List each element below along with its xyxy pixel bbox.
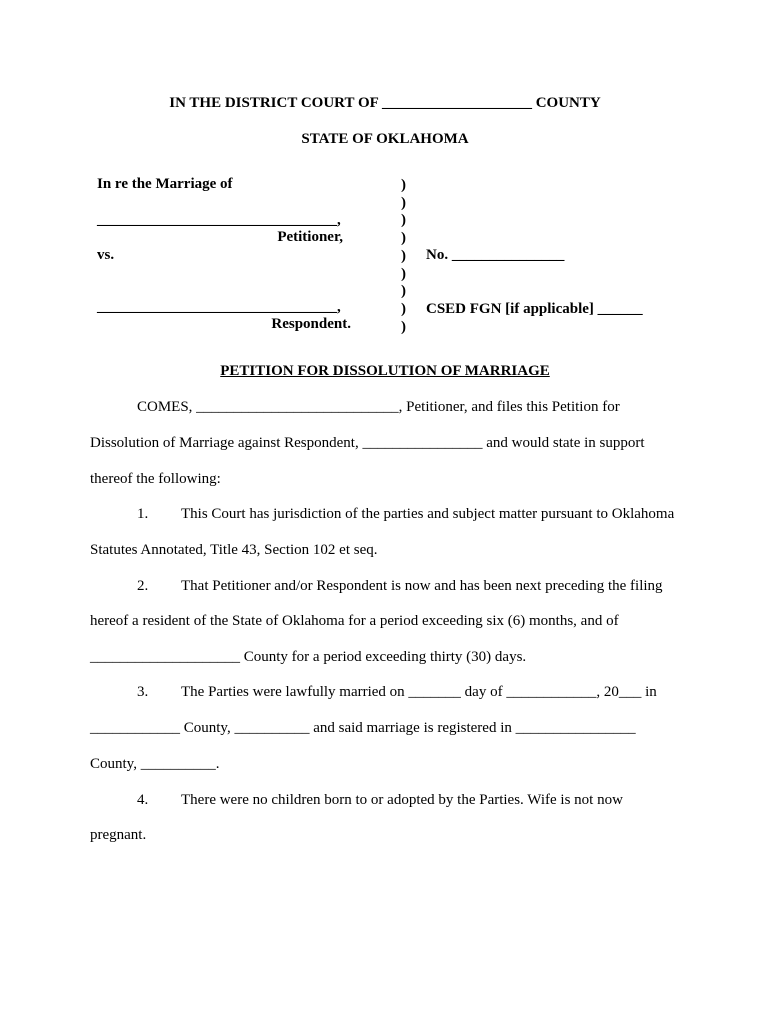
document-title: PETITION FOR DISSOLUTION OF MARRIAGE — [220, 363, 550, 379]
caption-paren: ) — [401, 301, 406, 317]
caption-paren: ) — [401, 177, 406, 193]
caption-paren: ) — [401, 195, 406, 211]
caption-paren: ) — [401, 319, 406, 335]
p4-line-2: pregnant. — [90, 827, 147, 843]
caption-paren: ) — [401, 248, 406, 264]
caption-paren: ) — [401, 230, 406, 246]
caption-paren: ) — [401, 212, 406, 228]
paragraph-number: 4. — [137, 792, 149, 808]
intro-line-2: Dissolution of Marriage against Respondent, ________________ and would state in support — [90, 435, 645, 451]
paragraph-number: 3. — [137, 684, 149, 700]
state-heading: STATE OF OKLAHOMA — [301, 131, 469, 147]
paragraph-number: 2. — [137, 578, 149, 594]
p3-line-3: County, __________. — [90, 756, 220, 772]
p2-line-3: ____________________ County for a period exceeding thirty (30) days. — [90, 649, 527, 665]
intro-line-1: COMES, ___________________________, Petitioner, and files this Petition for — [137, 399, 620, 415]
caption-paren: ) — [401, 266, 406, 282]
vs-label: vs. — [97, 247, 115, 263]
respondent-name-blank: ________________________________, — [97, 299, 341, 315]
petitioner-label: Petitioner, — [277, 229, 343, 245]
p1-line-2: Statutes Annotated, Title 43, Section 102 et seq. — [90, 542, 378, 558]
caption-paren: ) — [401, 283, 406, 299]
petitioner-name-blank: ________________________________, — [97, 212, 341, 228]
court-heading: IN THE DISTRICT COURT OF ____________________ COUNTY — [169, 95, 601, 111]
case-number: No. _______________ — [426, 247, 565, 263]
p3-line-2: ____________ County, __________ and said marriage is registered in ________________ — [90, 720, 636, 736]
p1-line-1: This Court has jurisdiction of the parties and subject matter pursuant to Oklahoma — [181, 506, 675, 522]
p2-line-2: hereof a resident of the State of Oklahoma for a period exceeding six (6) months, and of — [90, 613, 619, 629]
paragraph-number: 1. — [137, 506, 149, 522]
p4-line-1: There were no children born to or adopted by the Parties. Wife is not now — [181, 792, 623, 808]
respondent-label: Respondent. — [271, 316, 351, 332]
in-re-label: In re the Marriage of — [97, 176, 233, 192]
csed-fgn: CSED FGN [if applicable] ______ — [426, 301, 643, 317]
p2-line-1: That Petitioner and/or Respondent is now and has been next preceding the filing — [181, 578, 663, 594]
intro-line-3: thereof the following: — [90, 471, 221, 487]
p3-line-1: The Parties were lawfully married on _______ day of ____________, 20___ in — [181, 684, 657, 700]
